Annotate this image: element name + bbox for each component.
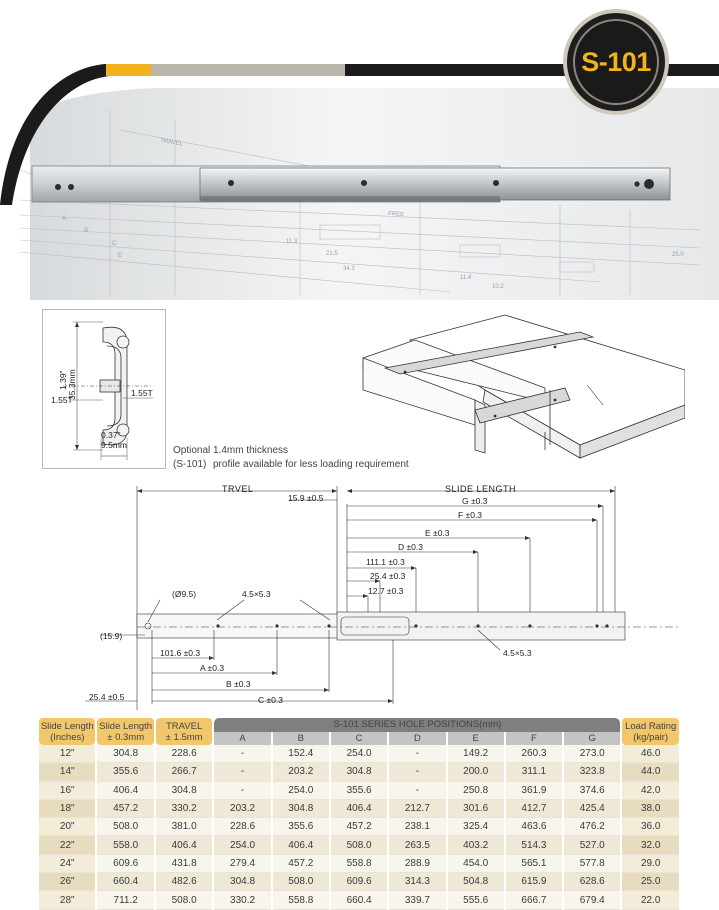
table-cell: 28" [39, 891, 95, 909]
dim-12-7: 12.7 ±0.3 [368, 586, 404, 596]
dim-d: D ±0.3 [398, 542, 423, 552]
table-cell: - [214, 745, 270, 763]
table-cell: 330.2 [214, 891, 270, 909]
header-travel: TRAVEL ± 1.5mm [156, 718, 213, 745]
table-cell: 44.0 [622, 763, 679, 781]
hero-label-113: 11.3 [286, 239, 298, 245]
table-cell: - [389, 763, 445, 781]
dim-15-9-left: (15.9) [100, 631, 123, 641]
table-cell: 203.2 [273, 763, 329, 781]
table-cell: - [214, 763, 270, 781]
table-cell: 406.4 [97, 782, 153, 800]
table-cell: 508.0 [331, 836, 387, 854]
dim-b: B ±0.3 [226, 679, 251, 689]
hero-label-a: A [62, 216, 67, 222]
table-cell: 22" [39, 836, 95, 854]
hero-label-114: 11.4 [460, 275, 472, 281]
table-row [39, 855, 679, 873]
table-cell: 660.4 [331, 891, 387, 909]
table-cell: 26" [39, 873, 95, 891]
header-position-a: A [214, 732, 270, 746]
table-cell: 32.0 [622, 836, 679, 854]
profile-height-mm: 35.3mm [67, 369, 77, 400]
table-cell: 325.4 [448, 818, 504, 836]
table-cell: 374.6 [564, 782, 620, 800]
table-cell: 254.0 [214, 836, 270, 854]
table-cell: 527.0 [564, 836, 620, 854]
table-cell: 679.4 [564, 891, 620, 909]
table-row [39, 745, 679, 763]
dim-111-1: 111.1 ±0.3 [366, 557, 405, 567]
model-number: S-101 [581, 46, 651, 77]
table-cell: 457.2 [331, 818, 387, 836]
rail-inner [200, 168, 670, 200]
table-cell: 149.2 [448, 745, 504, 763]
note-line2-value: profile available for less loading requirement [213, 459, 409, 470]
table-cell: 42.0 [622, 782, 679, 800]
table-row [39, 891, 679, 909]
table-cell: 238.1 [389, 818, 445, 836]
profile-height-in: 1.39" [58, 370, 68, 390]
table-cell: 558.8 [331, 855, 387, 873]
table-cell: 304.8 [331, 763, 387, 781]
table-cell: 16" [39, 782, 95, 800]
table-cell: 273.0 [564, 745, 620, 763]
hero-label-250: 25.0 [672, 252, 684, 258]
table-cell: 508.0 [273, 873, 329, 891]
table-cell: 355.6 [273, 818, 329, 836]
header-slide-length-in: Slide Length (Inches) [39, 718, 95, 745]
header-position-d: D [389, 732, 445, 746]
table-cell: 301.6 [448, 800, 504, 818]
table-cell: 412.7 [506, 800, 562, 818]
table-row [39, 800, 679, 818]
dim-g: G ±0.3 [462, 496, 488, 506]
header-strip-yellow [106, 64, 151, 76]
table-cell: 18" [39, 800, 95, 818]
dim-slot-right: 4.5×5.3 [503, 648, 532, 658]
dim-15-9: 15.9 ±0.5 [288, 493, 324, 503]
hero-label-215: 21.5 [326, 251, 338, 257]
hero-label-e: E [118, 253, 123, 259]
dimension-drawing [0, 480, 719, 710]
note-line2-key: (S-101) [173, 459, 207, 470]
table-cell: 339.7 [389, 891, 445, 909]
header-position-f: F [506, 732, 562, 746]
dim-travel-label: TRVEL [222, 484, 254, 494]
table-cell: 504.8 [448, 873, 504, 891]
dim-25-4: 25.4 ±0.3 [370, 571, 406, 581]
table-cell: 263.5 [389, 836, 445, 854]
table-cell: 454.0 [448, 855, 504, 873]
drawer-installation-drawing [355, 310, 685, 460]
table-cell: 558.0 [97, 836, 153, 854]
table-cell: 22.0 [622, 891, 679, 909]
table-cell: 288.9 [389, 855, 445, 873]
dim-101-6: 101.6 ±0.3 [160, 648, 201, 658]
table-row [39, 782, 679, 800]
table-cell: 403.2 [448, 836, 504, 854]
table-cell: 609.6 [97, 855, 153, 873]
table-cell: - [389, 745, 445, 763]
table-cell: 381.0 [156, 818, 213, 836]
table-cell: 425.4 [564, 800, 620, 818]
table-cell: 266.7 [156, 763, 213, 781]
hero-label-102: 10.2 [492, 284, 504, 290]
profile-thickness-right: 1.55T [131, 388, 153, 398]
table-cell: 203.2 [214, 800, 270, 818]
table-cell: 711.2 [97, 891, 153, 909]
table-cell: 279.4 [214, 855, 270, 873]
table-cell: 558.8 [273, 891, 329, 909]
table-row [39, 818, 679, 836]
table-cell: 20" [39, 818, 95, 836]
table-cell: 29.0 [622, 855, 679, 873]
table-cell: 660.4 [97, 873, 153, 891]
table-cell: 565.1 [506, 855, 562, 873]
table-cell: 314.3 [389, 873, 445, 891]
table-cell: 457.2 [273, 855, 329, 873]
table-cell: 476.2 [564, 818, 620, 836]
table-cell: 260.3 [506, 745, 562, 763]
table-cell: 666.7 [506, 891, 562, 909]
dim-hole-diameter: (Ø9.5) [172, 589, 197, 599]
table-cell: 250.8 [448, 782, 504, 800]
spec-table [37, 718, 681, 910]
header-position-b: B [273, 732, 329, 746]
model-badge [563, 9, 669, 115]
table-cell: 323.8 [564, 763, 620, 781]
table-row [39, 873, 679, 891]
table-cell: 628.6 [564, 873, 620, 891]
profile-thickness-left: 1.55T [51, 395, 73, 405]
table-cell: 228.6 [156, 745, 213, 763]
table-cell: 14" [39, 763, 95, 781]
dim-slot-top: 4.5×5.3 [242, 589, 271, 599]
table-cell: 555.6 [448, 891, 504, 909]
table-cell: 330.2 [156, 800, 213, 818]
note-line1-value: 1.4mm thickness [213, 445, 289, 456]
table-cell: 38.0 [622, 800, 679, 818]
table-cell: 304.8 [97, 745, 153, 763]
table-cell: 228.6 [214, 818, 270, 836]
table-cell: 152.4 [273, 745, 329, 763]
table-cell: 431.8 [156, 855, 213, 873]
table-cell: 361.9 [506, 782, 562, 800]
header-position-c: C [331, 732, 387, 746]
dim-f: F ±0.3 [458, 510, 483, 520]
hero-label-c: C [112, 241, 117, 247]
table-cell: 457.2 [97, 800, 153, 818]
dim-a: A ±0.3 [200, 663, 225, 673]
profile-width-in: 0.37" [101, 430, 121, 440]
table-cell: 200.0 [448, 763, 504, 781]
header-load-rating: Load Rating (kg/pair) [622, 718, 679, 745]
table-cell: 24" [39, 855, 95, 873]
table-cell: 609.6 [331, 873, 387, 891]
header-slide-length-mm: Slide Length ± 0.3mm [97, 718, 153, 745]
hero-label-343: 34.3 [343, 266, 355, 272]
table-cell: 577.8 [564, 855, 620, 873]
table-cell: - [214, 782, 270, 800]
table-cell: 514.3 [506, 836, 562, 854]
table-row [39, 836, 679, 854]
profile-width-mm: 9.5mm [101, 440, 127, 450]
table-cell: 482.6 [156, 873, 213, 891]
profile-section-box [42, 309, 166, 469]
table-cell: - [389, 782, 445, 800]
table-cell: 406.4 [156, 836, 213, 854]
dim-25-4-bottom: 25.4 ±0.5 [89, 692, 125, 702]
hero-label-b: B [84, 228, 89, 234]
table-cell: 406.4 [331, 800, 387, 818]
table-cell: 254.0 [273, 782, 329, 800]
table-cell: 25.0 [622, 873, 679, 891]
table-cell: 212.7 [389, 800, 445, 818]
table-cell: 36.0 [622, 818, 679, 836]
note-line1-key: Optional [173, 445, 211, 456]
table-cell: 355.6 [97, 763, 153, 781]
table-cell: 46.0 [622, 745, 679, 763]
table-cell: 615.9 [506, 873, 562, 891]
hero-label-travel: TRAVEL [159, 138, 184, 148]
hero-label-free: FREE [387, 211, 405, 219]
dim-c: C ±0.3 [258, 695, 283, 705]
header-hole-positions: S-101 SERIES HOLE POSITIONS(mm) [214, 718, 620, 732]
table-cell: 508.0 [97, 818, 153, 836]
header-position-e: E [448, 732, 504, 746]
table-cell: 254.0 [331, 745, 387, 763]
table-cell: 463.6 [506, 818, 562, 836]
table-cell: 311.1 [506, 763, 562, 781]
header-position-g: G [564, 732, 620, 746]
table-cell: 304.8 [214, 873, 270, 891]
header-strip-gray [151, 64, 345, 76]
table-cell: 304.8 [156, 782, 213, 800]
table-cell: 12" [39, 745, 95, 763]
model-badge-inner [573, 19, 659, 105]
table-cell: 508.0 [156, 891, 213, 909]
table-row [39, 763, 679, 781]
dim-slide-length-label: SLIDE LENGTH [445, 484, 517, 494]
table-cell: 304.8 [273, 800, 329, 818]
table-cell: 355.6 [331, 782, 387, 800]
dim-e: E ±0.3 [425, 528, 450, 538]
table-cell: 406.4 [273, 836, 329, 854]
